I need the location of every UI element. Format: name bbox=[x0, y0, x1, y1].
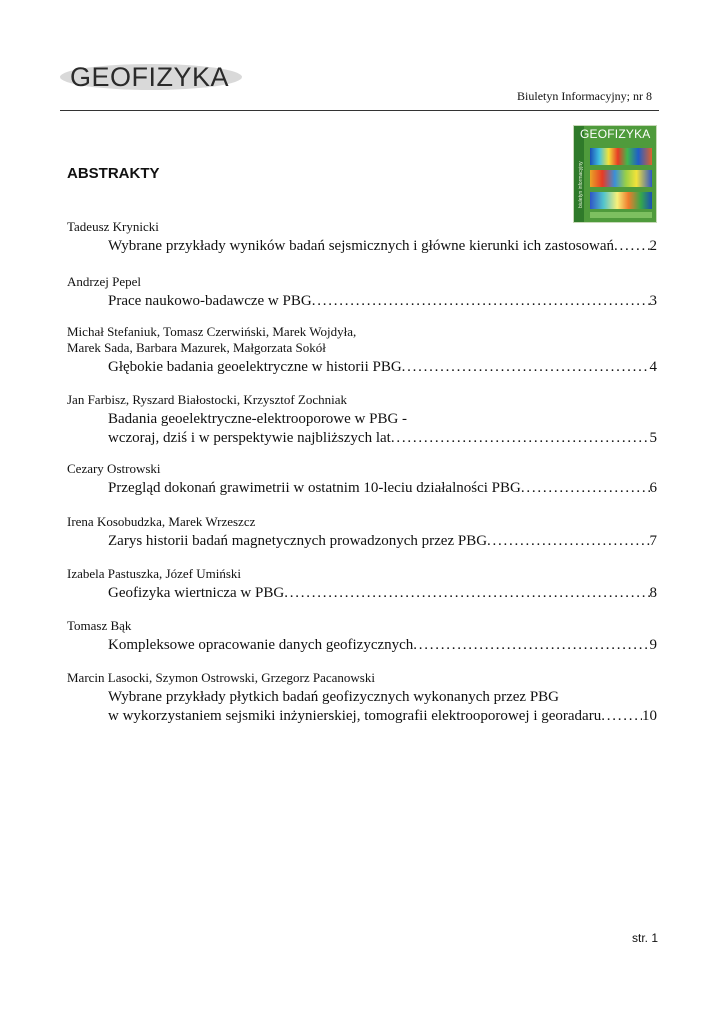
cover-section-plot bbox=[590, 192, 652, 209]
toc-entry-page: 4 bbox=[649, 359, 657, 375]
toc-leader-dots bbox=[391, 429, 650, 448]
toc-entry-title: Wybrane przykłady płytkich badań geofizycznych wykonanych przez PBG bbox=[108, 689, 560, 705]
toc-entry-page: 8 bbox=[649, 585, 657, 601]
toc-entry-title: Przegląd dokonań grawimetrii w ostatnim 10-leciu działalności PBG bbox=[108, 480, 521, 496]
toc-entry-page: 2 bbox=[649, 238, 657, 254]
toc-entry-title-line bbox=[108, 410, 657, 429]
toc-entry bbox=[67, 219, 657, 256]
toc-entry-title-line bbox=[108, 237, 657, 256]
cover-spine-text: biuletyn informacyjny bbox=[578, 161, 584, 208]
logo-text: GEOFIZYKA bbox=[70, 62, 230, 92]
toc-entry-title-line bbox=[108, 358, 657, 377]
toc-leader-dots bbox=[413, 636, 649, 655]
toc-entry-page: 7 bbox=[649, 533, 657, 549]
toc-leader-dots bbox=[521, 479, 650, 498]
toc-entry-title: Kompleksowe opracowanie danych geofizycznych bbox=[108, 637, 414, 653]
toc-entry-title-line bbox=[108, 707, 657, 726]
toc-entry-title-line bbox=[108, 429, 657, 448]
bulletin-label: Biuletyn Informacyjny; nr 8 bbox=[517, 89, 652, 103]
toc-entry-authors: Marcin Lasocki, Szymon Ostrowski, Grzegorz Pacanowski bbox=[67, 670, 375, 685]
toc-entry-title-line bbox=[108, 584, 657, 603]
toc-entry bbox=[67, 274, 657, 311]
toc-entry bbox=[67, 461, 657, 498]
toc-entry-authors: Izabela Pastuszka, Józef Umiński bbox=[67, 566, 242, 581]
toc-entry-page: 6 bbox=[649, 480, 657, 496]
toc-leader-dots bbox=[487, 532, 649, 551]
cover-bottom-band bbox=[590, 212, 652, 218]
toc-entry-authors: Andrzej Pepel bbox=[67, 274, 142, 289]
toc-entry bbox=[67, 566, 657, 603]
cover-title: GEOFIZYKA bbox=[580, 127, 651, 141]
toc-leader-dots bbox=[614, 237, 649, 256]
toc-entry-title-line bbox=[108, 532, 657, 551]
section-heading: ABSTRAKTY bbox=[67, 165, 160, 182]
toc-entry-authors: Marek Sada, Barbara Mazurek, Małgorzata Sokół bbox=[67, 340, 326, 355]
toc-entry-title-line bbox=[108, 636, 657, 655]
cover-section-plot bbox=[590, 170, 652, 187]
toc-entry-title: w wykorzystaniem sejsmiki inżynierskiej, tomografii elektrooporowej i georadaru bbox=[108, 708, 602, 724]
toc-leader-dots bbox=[284, 584, 649, 603]
toc-entry bbox=[67, 514, 657, 551]
toc-entry-title: Badania geoelektryczne-elektrooporowe w PBG - bbox=[108, 411, 408, 427]
toc-entry-authors: Irena Kosobudzka, Marek Wrzeszcz bbox=[67, 514, 256, 529]
toc-leader-dots bbox=[601, 707, 642, 726]
toc-entry bbox=[67, 324, 657, 377]
toc-entry-title-line bbox=[108, 479, 657, 498]
bulletin-cover-image bbox=[574, 126, 656, 222]
cover-section-plot bbox=[590, 148, 652, 165]
toc-entry bbox=[67, 392, 657, 448]
toc-entry-title: Prace naukowo-badawcze w PBG bbox=[108, 293, 312, 309]
toc-entry bbox=[67, 618, 657, 655]
toc-leader-dots bbox=[312, 292, 650, 311]
toc-entry-page: 10 bbox=[642, 708, 657, 724]
toc-entry-authors: Michał Stefaniuk, Tomasz Czerwiński, Marek Wojdyła, bbox=[67, 324, 357, 339]
toc-entry-authors: Tomasz Bąk bbox=[67, 618, 132, 633]
toc-entry-authors: Jan Farbisz, Ryszard Białostocki, Krzysztof Zochniak bbox=[67, 392, 347, 407]
toc-entry-title: Zarys historii badań magnetycznych prowadzonych przez PBG bbox=[108, 533, 488, 549]
toc-entry-title: Geofizyka wiertnicza w PBG bbox=[108, 585, 285, 601]
toc-entry-authors: Cezary Ostrowski bbox=[67, 461, 161, 476]
toc-entry-title: wczoraj, dziś i w perspektywie najbliższych lat bbox=[108, 430, 391, 446]
toc-entry-title: Wybrane przykłady wyników badań sejsmicznych i główne kierunki ich zastosowań bbox=[108, 238, 615, 254]
toc-entry-title-line bbox=[108, 688, 657, 707]
toc-entry-title-line bbox=[108, 292, 657, 311]
toc-entry-page: 3 bbox=[649, 293, 657, 309]
header-divider bbox=[60, 110, 659, 111]
toc-entry-page: 9 bbox=[649, 637, 657, 653]
toc-entry-title: Głębokie badania geoelektryczne w historii PBG bbox=[108, 359, 402, 375]
page-number: str. 1 bbox=[631, 931, 658, 945]
toc-entry-authors: Tadeusz Krynicki bbox=[67, 219, 159, 234]
toc-leader-dots bbox=[402, 358, 650, 377]
toc-entry bbox=[67, 670, 657, 726]
geofizyka-logo bbox=[60, 58, 250, 94]
toc-entry-page: 5 bbox=[649, 430, 657, 446]
